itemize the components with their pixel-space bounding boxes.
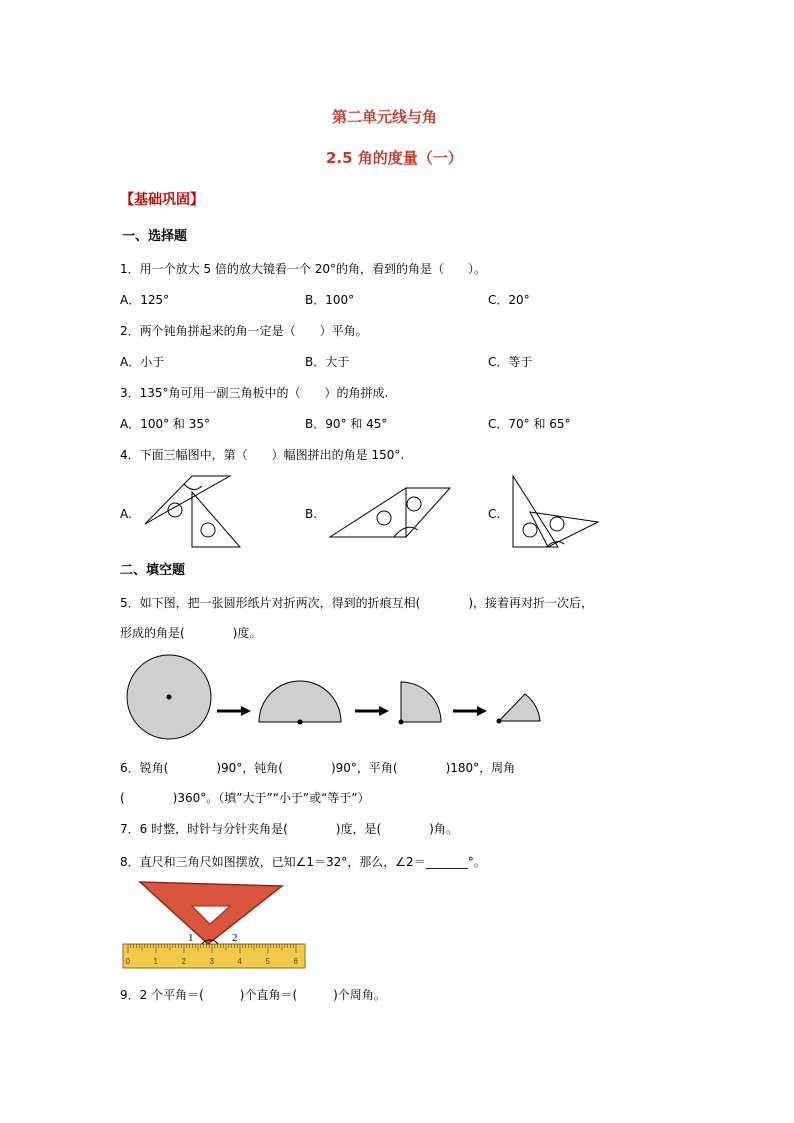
q1-option-b[interactable]: B．100° — [305, 293, 355, 307]
ruler-number: 5 — [265, 957, 270, 966]
section-heading: 【基础巩固】 — [120, 192, 204, 208]
q3-option-c[interactable]: C．70° 和 65° — [488, 417, 571, 431]
q2-option-a[interactable]: A．小于 — [120, 355, 165, 369]
q6-line1: 6．锐角( )90°，钝角( )90°，平角( )180°，周角 — [120, 761, 516, 775]
q2-option-b[interactable]: B．大于 — [305, 355, 350, 369]
q4-figure-a — [140, 472, 250, 552]
angle-2-label: 2 — [232, 932, 238, 944]
q5-folding-figure — [125, 662, 555, 757]
q3-option-a[interactable]: A．100° 和 35° — [120, 417, 211, 431]
unit-title: 第二单元线与角 — [332, 108, 438, 126]
q2-text: 2．两个钝角拼起来的角一定是（ ）平角。 — [120, 324, 368, 338]
q4-figure-c — [508, 472, 603, 552]
angle-1-label: 1 — [188, 932, 194, 944]
eighth-circle — [499, 694, 540, 721]
q1-text: 1．用一个放大 5 倍的放大镜看一个 20°的角，看到的角是（ ）。 — [120, 262, 486, 276]
q1-option-a[interactable]: A．125° — [120, 293, 170, 307]
ruler-number: 0 — [125, 957, 130, 966]
part1-heading: 一、选择题 — [122, 229, 188, 244]
ruler-number: 6 — [293, 957, 298, 966]
q4-option-b[interactable]: B. — [305, 507, 318, 521]
q7-text: 7．6 时整，时针与分针夹角是( )度，是( )角。 — [120, 822, 458, 836]
half-circle — [259, 681, 341, 722]
ruler-number: 2 — [181, 957, 186, 966]
q2-option-c[interactable]: C．等于 — [488, 355, 533, 369]
q3-option-b[interactable]: B．90° 和 45° — [305, 417, 388, 431]
q9-text: 9．2 个平角＝( )个直角＝( )个周角。 — [120, 988, 386, 1002]
lesson-title: 2.5 角的度量（一） — [326, 149, 463, 167]
part2-heading: 二、填空题 — [120, 563, 186, 578]
q4-figure-b — [326, 484, 456, 544]
q5-line2: 形成的角是( )度。 — [120, 626, 262, 640]
q8-text: 8．直尺和三角尺如图摆放，已知∠1＝32°，那么，∠2＝_______°。 — [120, 855, 486, 869]
q4-option-c[interactable]: C. — [488, 507, 501, 521]
q1-option-c[interactable]: C．20° — [488, 293, 530, 307]
q6-line2: ( )360°。（填”大于”“小于”或“等于”） — [120, 791, 370, 805]
quarter-circle — [401, 682, 441, 722]
ruler-number: 4 — [237, 957, 242, 966]
q4-option-a[interactable]: A. — [120, 507, 132, 521]
q5-line1: 5．如下图，把一张圆形纸片对折两次，得到的折痕互相( )，接着再对折一次后， — [120, 596, 594, 610]
q4-text: 4．下面三幅图中，第（ ）幅图拼出的角是 150°. — [120, 448, 405, 462]
q8-ruler-figure — [120, 878, 310, 973]
ruler-number: 3 — [209, 957, 214, 966]
ruler-number: 1 — [153, 957, 158, 966]
q3-text: 3．135°角可用一副三角板中的（ ）的角拼成. — [120, 386, 389, 400]
